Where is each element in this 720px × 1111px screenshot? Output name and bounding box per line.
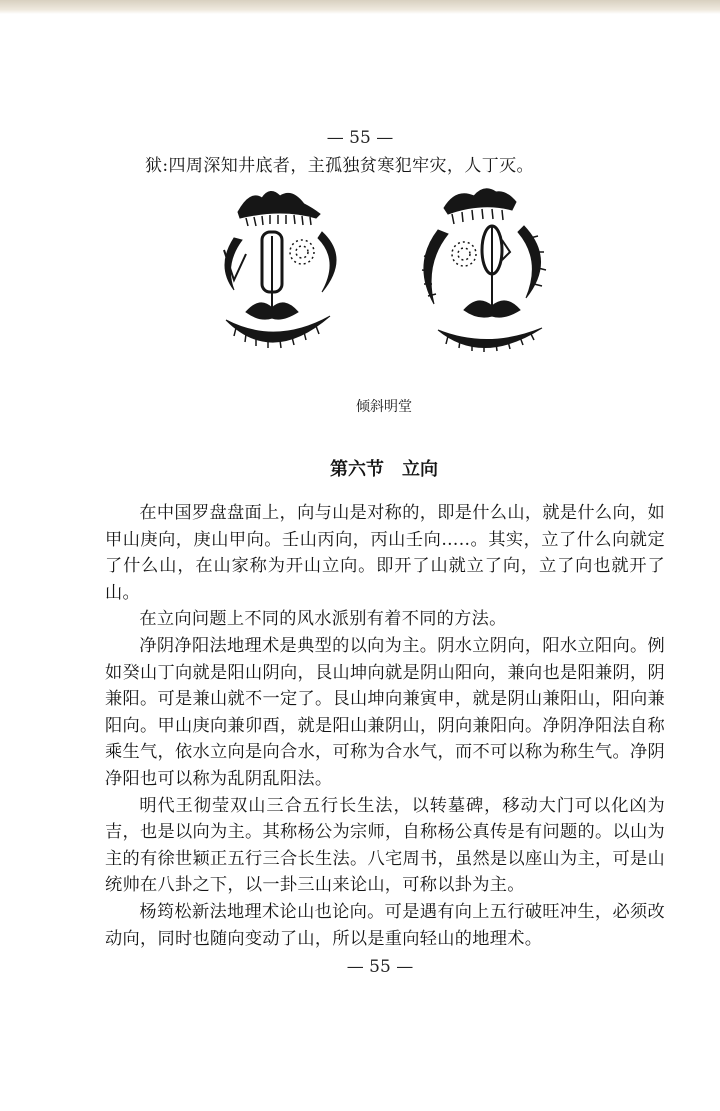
paragraph: 在中国罗盘盘面上，向与山是对称的，即是什么山，就是什么向，如甲山庚向，庚山甲向。壬山丙向，丙山壬向…..。其实，立了什么向就定了什么山，在山家称为开山立向。即开了山就立了向，立了向也就开了山。	[105, 503, 665, 603]
page-number-top: — 55 —	[326, 128, 394, 148]
page-number-bottom: — 55 —	[346, 957, 414, 977]
paragraph: 净阴净阳法地理术是典型的以向为主。阴水立阴向，阳水立阳向。例如癸山丁向就是阳山阴向，艮山坤向就是阴山阳向，兼向也是阳兼阴，阴兼阳。可是兼山就不一定了。艮山坤向兼寅申，就是阴山兼阳山，阳向兼阳向。甲山庚向兼卯酉，就是阳山兼阴山，阴向兼阳向。净阴净阳法自称乘生气，依水立向是向合水，可称为合水气，而不可以称为称生气。净阴净阳也可以称为乱阴乱阳法。	[105, 635, 665, 789]
paragraph: 在立向问题上不同的风水派别有着不同的方法。	[139, 609, 507, 630]
feng-shui-diagram	[212, 180, 552, 384]
section-heading: 第六节 立向	[330, 459, 438, 480]
intro-verse: 狱:四周深知井底者，主孤独贫寒犯牢灾，人丁灭。	[145, 156, 534, 176]
figure-caption: 倾斜明堂	[356, 399, 412, 415]
sloped-hall-diagram-icon	[212, 180, 552, 380]
body-text	[105, 500, 665, 952]
paragraph: 杨筠松新法地理术论山也论向。可是遇有向上五行破旺冲生，必须改动向，同时也随向变动了山，所以是重向轻山的地理术。	[105, 901, 665, 949]
paragraph: 明代王彻莹双山三合五行长生法，以转墓碑，移动大门可以化凶为吉，也是以向为主。其称杨公为宗师，自称杨公真传是有问题的。以山为主的有徐世颖正五行三合长生法。八宅周书，虽然是以座山为主，可是山统帅在八卦之下，以一卦三山来论山，可称以卦为主。	[105, 795, 665, 896]
page-top-edge	[0, 0, 720, 14]
